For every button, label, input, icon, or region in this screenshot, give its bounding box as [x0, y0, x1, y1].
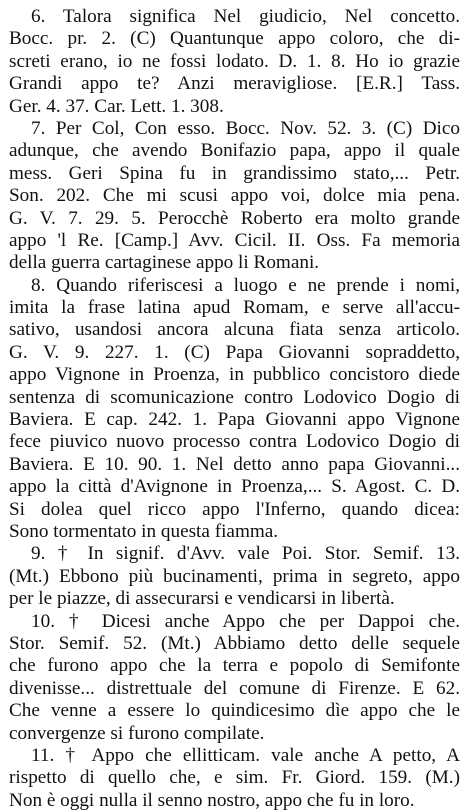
text-line: Son. 202. Che mi scusi appo voi, dolce mia pena. [9, 185, 460, 207]
text-line: sativo, usandosi ancora alcuna fiata senza articolo. [9, 319, 460, 341]
text-line: appo la città d'Avignone in Proenza,... S. Agost. C. D. [9, 476, 460, 498]
entry-sense-9 [9, 543, 460, 610]
text-line: 7. Per Col, Con esso. Bocc. Nov. 52. 3. (C) Dico [31, 117, 460, 139]
text-line: 10. † Dicesi anche Appo che per Dappoi che. [31, 610, 460, 632]
text-line: Ger. 4. 37. Car. Lett. 1. 308. [9, 95, 224, 117]
entry-sense-7 [9, 118, 460, 275]
text-line: (Mt.) Ebbono più bucinamenti, prima in segreto, appo [9, 565, 460, 587]
text-line: 8. Quando riferiscesi a luogo e ne prende i nomi, [31, 274, 460, 296]
text-line: mess. Geri Spina fu in grandissimo stato,... Petr. [9, 162, 460, 184]
text-line: Bocc. pr. 2. (C) Quantunque appo coloro, che di- [9, 28, 460, 50]
text-line: Che venne a essere lo quindicesimo dìe appo che le [9, 700, 460, 722]
text-line: appo 'l Re. [Camp.] Avv. Cicil. II. Oss. Fa memoria [9, 229, 460, 251]
entry-sense-8 [9, 275, 460, 544]
text-line: adunque, che avendo Bonifazio papa, appo il quale [9, 140, 460, 162]
text-line: che furono appo che la terra e popolo di Semifonte [9, 655, 460, 677]
text-line: Grandi appo te? Anzi meravigliose. [E.R.] Tass. [9, 73, 460, 95]
text-line: 11. † Appo che ellitticam. vale anche A petto, A [31, 744, 460, 766]
text-line: screti erano, io ne fossi lodato. D. 1. 8. Ho io grazie [9, 50, 460, 72]
text-line: fece piuvico nuovo processo contra Lodovico Dogio di [9, 431, 460, 453]
text-line: Sono tormentato in questa fiamma. [9, 520, 279, 542]
text-line: Baviera. E cap. 242. 1. Papa Giovanni appo Vignone [9, 409, 460, 431]
text-line: G. V. 7. 29. 5. Perocchè Roberto era molto grande [9, 207, 460, 229]
text-line: per le piazze, di assecurarsi e vendicarsi in libertà. [9, 588, 395, 610]
text-line: sentenza di scomunicazione contro Lodovico Dogio di [9, 386, 460, 408]
text-line: G. V. 9. 227. 1. (C) Papa Giovanni sopraddetto, [9, 341, 460, 363]
text-line: 9. † In signif. d'Avv. vale Poi. Stor. Semif. 13. [31, 543, 460, 565]
text-line: Non è oggi nulla il senno nostro, appo che fu in loro. [9, 789, 415, 811]
text-line: 6. Talora significa Nel giudicio, Nel concetto. [31, 6, 460, 27]
text-line: Stor. Semif. 52. (Mt.) Abbiamo detto delle sequele [9, 632, 460, 654]
text-line: appo Vignone in Proenza, in pubblico concistoro diede [9, 364, 460, 386]
text-line: convergenze si furono compilate. [9, 722, 265, 744]
entry-sense-11 [9, 745, 460, 812]
entry-sense-10 [9, 611, 460, 745]
text-line: divenisse... distrettuale del comune di Firenze. E 62. [9, 677, 460, 699]
text-line: rispetto di quello che, e sim. Fr. Giord. 159. (M.) [9, 767, 460, 789]
entry-sense-6 [9, 6, 460, 118]
text-line: imita la frase latina apud Romam, e serve all'accu- [9, 297, 460, 319]
text-line: Baviera. E 10. 90. 1. Nel detto anno papa Giovanni... [9, 453, 460, 475]
text-line: Si dolea quel ricco appo l'Inferno, quando dicea: [9, 498, 460, 520]
text-line: della guerra cartaginese appo li Romani. [9, 252, 320, 274]
